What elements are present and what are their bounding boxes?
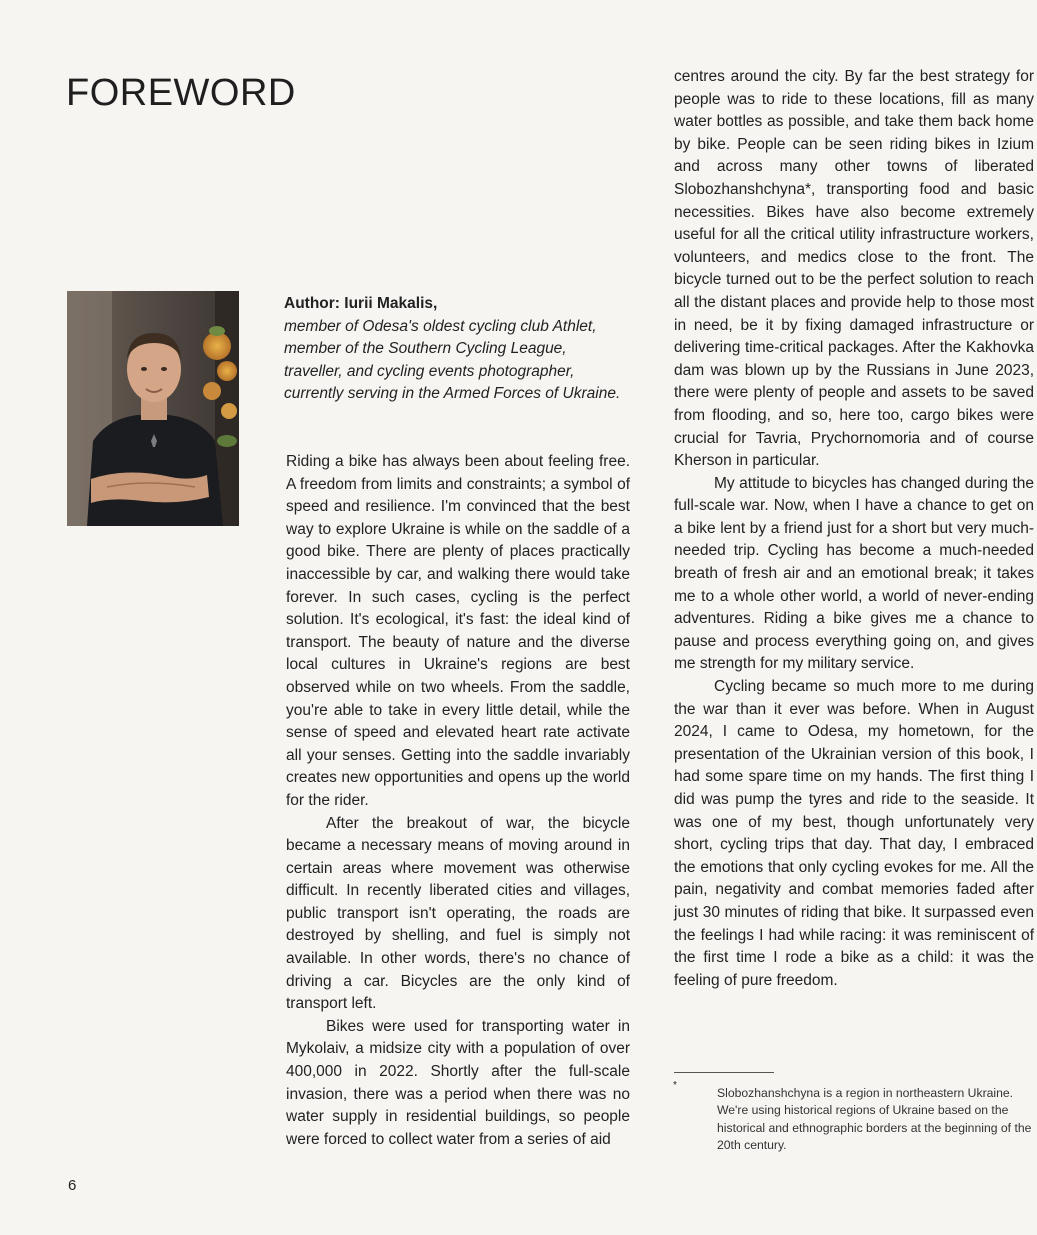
author-credential: member of the Southern Cycling League,	[284, 340, 567, 358]
body-paragraph: My attitude to bicycles has changed during the full-scale war. Now, when I have a chance to get on a bike lent by a friend just for a short but very much-needed trip. Cycling has become a much-needed breath of fresh air and an emotional break; it takes me to a whole other world, a world of never-ending adventures. Riding a bike gives me a chance to pause and process everything going on, and gives me strength for my military service.	[674, 474, 1034, 673]
page-number: 6	[68, 1177, 77, 1194]
author-photo	[67, 291, 239, 526]
author-portrait-image	[67, 291, 239, 526]
body-paragraph: Riding a bike has always been about feeling free. A freedom from limits and constraints; a symbol of speed and resilience. I'm convinced that the best way to explore Ukraine is while on the saddle of a good bike. There are plenty of places practically inaccessible by car, and walking there would take forever. In such cases, cycling is the perfect solution. It's ecological, it's fast: the ideal kind of transport. The beauty of nature and the diverse local cultures in Ukraine's regions are best observed while on two wheels. From the saddle, you're able to take in every little detail, while the sense of speed and elevated heart rate activate all your senses. Getting into the saddle invariably creates new opportunities and opens up the world for the rider.	[286, 453, 630, 809]
author-name: Author: Iurii Makalis,	[284, 295, 438, 312]
author-credential: member of Odesa's oldest cycling club Athlet,	[284, 317, 597, 335]
page-title: FOREWORD	[66, 72, 296, 114]
footnote-divider	[674, 1072, 774, 1073]
body-paragraph: Cycling became so much more to me during the war than it ever was before. When in August 2024, I came to Odesa, my hometown, for the presentation of the Ukrainian version of this book, I had some spare time on my hands. The first thing I did was pump the tyres and ride to the seaside. It was one of my best, though unfortunately very short, cycling trips that day. That day, I embraced the emotions that only cycling evokes for me. All the pain, negativity and combat memories faded after just 30 minutes of riding that bike. It surpassed even the feelings I had while racing: it was reminiscent of the first time I rode a bike as a child: it was the feeling of pure freedom.	[674, 678, 1034, 989]
footnote-marker: *	[673, 1080, 677, 1091]
body-column-left	[286, 451, 630, 1151]
footnote-text: Slobozhanshchyna is a region in northeastern Ukraine. We're using historical regions of Ukraine based on the historical and ethnographic borders at the beginning of the 20th century.	[717, 1086, 1032, 1152]
author-block	[284, 293, 644, 406]
body-paragraph: centres around the city. By far the best strategy for people was to ride to these locations, fill as many water bottles as possible, and take them back home by bike. People can be seen riding bikes in Izium and across many other towns of liberated Slobozhanshchyna*, transporting food and basic necessities. Bikes have also become extremely useful for all the critical utility infrastructure workers, volunteers, and medics close to the front. The bicycle turned out to be the perfect solution to reach all the distant places and provide help to those most in need, be it by fixing damaged infrastructure or delivering time-critical packages. After the Kakhovka dam was blown up by the Russians in June 2023, there were plenty of people and assets to be saved from flooding, and so, here too, cargo bikes were crucial for Tavria, Prychornomoria and of course Kherson in particular.	[674, 68, 1034, 470]
footnote-clip	[717, 1085, 1032, 1155]
body-column-right	[674, 66, 1034, 992]
author-credential: traveller, and cycling events photographer,	[284, 362, 575, 380]
body-column-right-clip	[674, 66, 1034, 1166]
body-paragraph: Bikes were used for transporting water in Mykolaiv, a midsize city with a population of over 400,000 in 2022. Shortly after the full-scale invasion, there was a period when there was no water supply in residential buildings, so people were forced to collect water from a series of aid	[286, 1017, 630, 1148]
body-paragraph: After the breakout of war, the bicycle became a necessary means of moving around in certain areas where movement was otherwise difficult. In recently liberated cities and villages, public transport isn't operating, the roads are destroyed by shelling, and fuel is simply not available. In other words, there's no chance of driving a car. Bicycles are the only kind of transport left.	[286, 814, 630, 1013]
author-credential: currently serving in the Armed Forces of Ukraine.	[284, 385, 621, 403]
